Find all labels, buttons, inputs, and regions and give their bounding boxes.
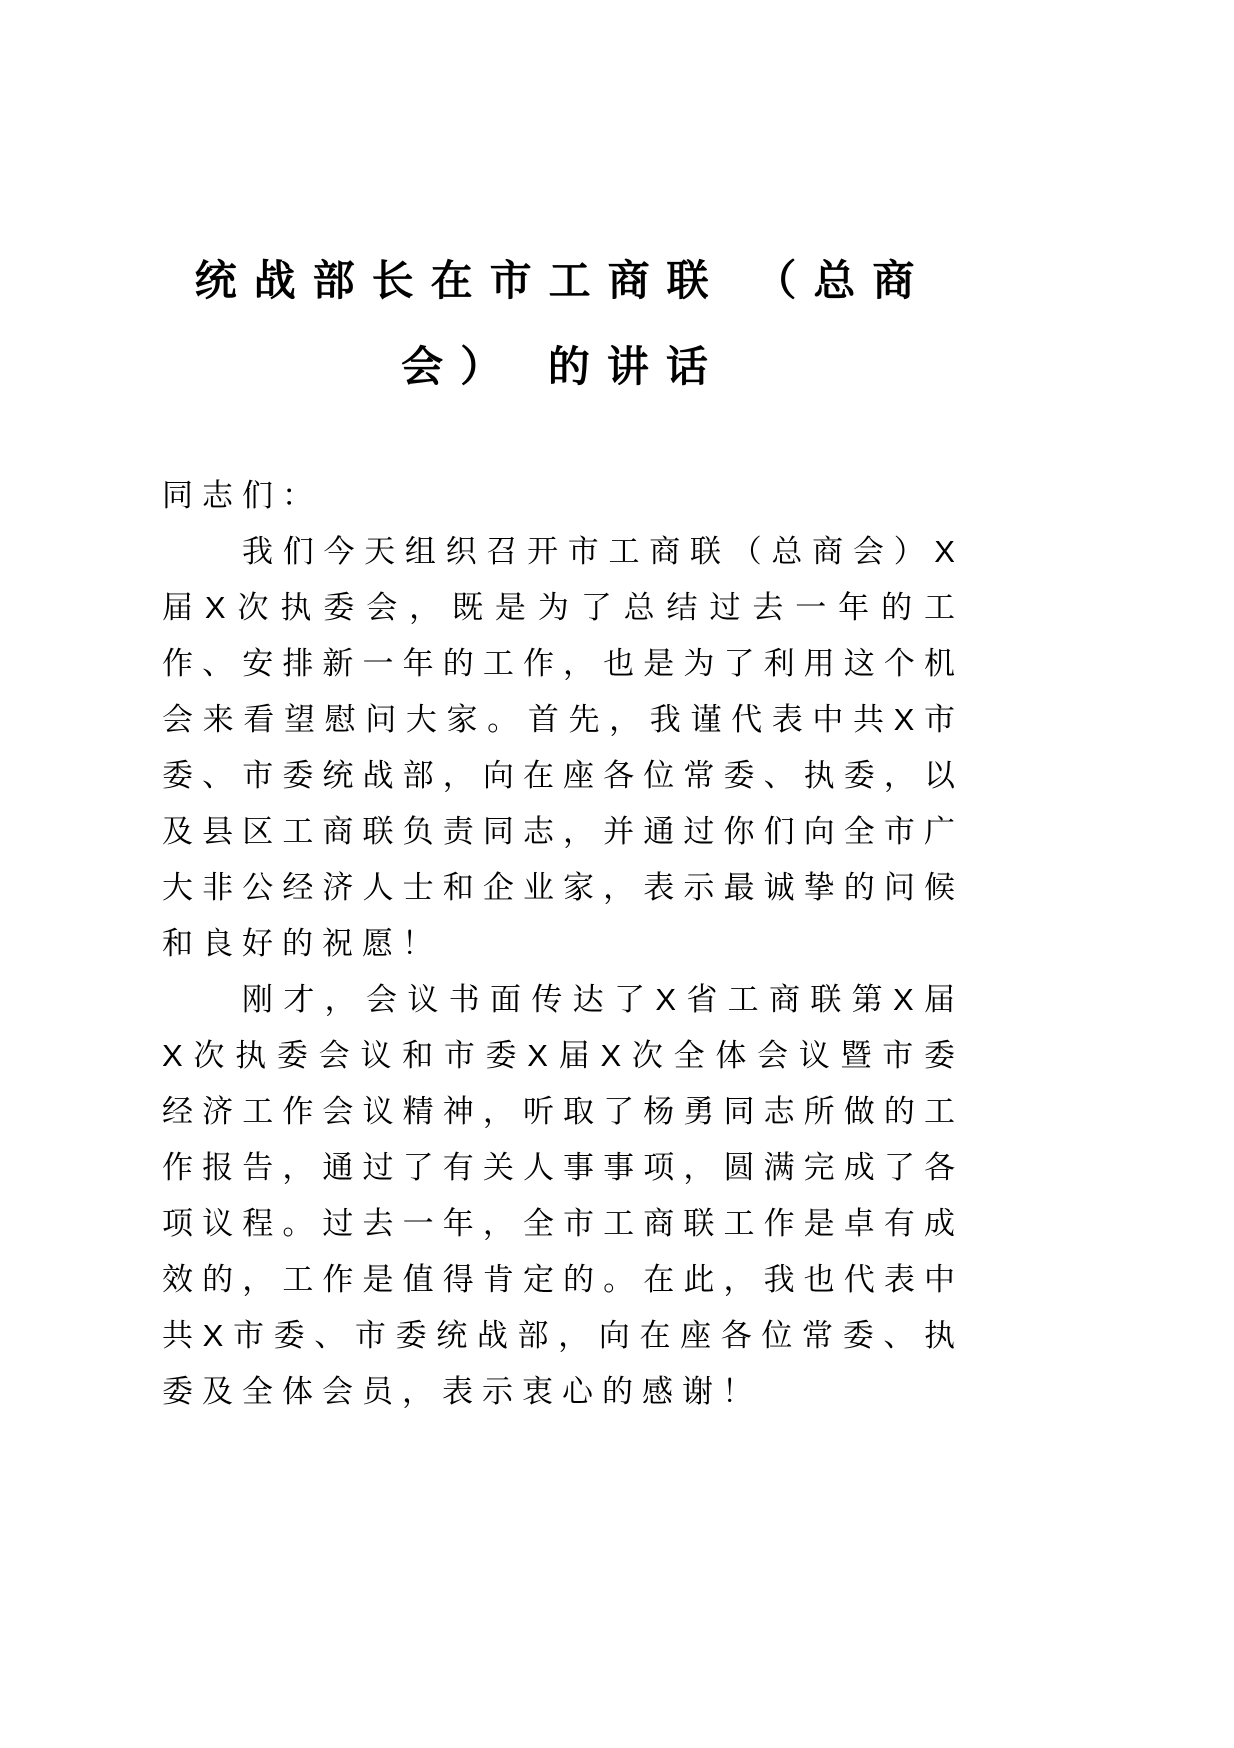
- paragraph-1: 我们今天组织召开市工商联（总商会）X届X次执委会，既是为了总结过去一年的工作、安排新一年的工作，也是为了利用这个机会来看望慰问大家。首先，我谨代表中共X市委、市委统战部，向在座各位常委、执委，以及县区工商联负责同志，并通过你们向全市广大非公经济人士和企业家，表示最诚挚的问候和良好的祝愿！: [162, 534, 964, 961]
- document-title: [162, 238, 964, 410]
- paragraph-2: 刚才，会议书面传达了X省工商联第X届X次执委会议和市委X届X次全体会议暨市委经济工作会议精神，听取了杨勇同志所做的工作报告，通过了有关人事事项，圆满完成了各项议程。过去一年，全市工商联工作是卓有成效的，工作是值得肯定的。在此，我也代表中共X市委、市委统战部，向在座各位常委、执委及全体会员，表示衷心的感谢！: [162, 982, 964, 1409]
- document-title-line-2: 会） 的讲话: [401, 343, 725, 390]
- document-title-line-1: 统战部长在市工商联 （总商: [194, 257, 932, 304]
- salutation: 同志们：: [162, 478, 322, 513]
